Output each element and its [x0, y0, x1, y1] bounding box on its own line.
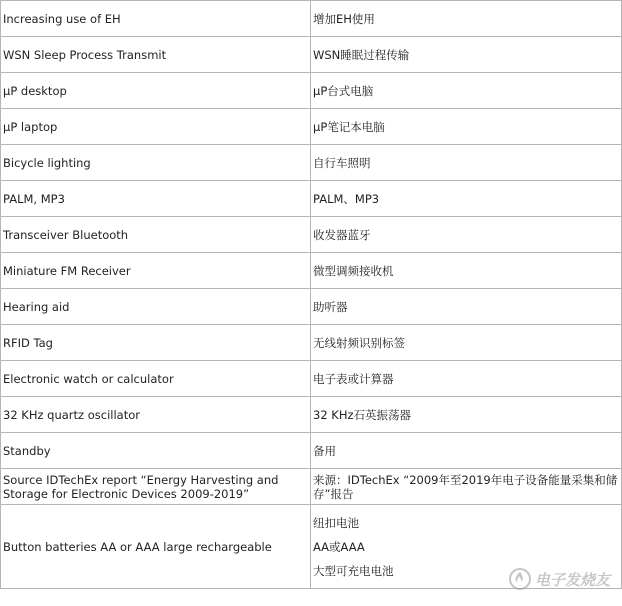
zh-cell: 无线射频识别标签 — [311, 325, 622, 361]
en-cell: µP laptop — [1, 109, 311, 145]
zh-cell: 增加EH使用 — [311, 1, 622, 37]
table-row — [1, 37, 622, 73]
table-row — [1, 181, 622, 217]
table-row — [1, 397, 622, 433]
zh-cell: 32 KHz石英振荡器 — [311, 397, 622, 433]
zh-cell: 助听器 — [311, 289, 622, 325]
zh-cell: PALM、MP3 — [311, 181, 622, 217]
source-zh-cell: 来源：IDTechEx “2009年至2019年电子设备能量采集和储存”报告 — [311, 469, 622, 505]
table-row — [1, 433, 622, 469]
zh-cell: µP笔记本电脑 — [311, 109, 622, 145]
en-cell: Transceiver Bluetooth — [1, 217, 311, 253]
battery-en-cell: Button batteries AA or AAA large rechargeable — [1, 505, 311, 589]
table-row — [1, 325, 622, 361]
zh-cell: 备用 — [311, 433, 622, 469]
en-cell: Miniature FM Receiver — [1, 253, 311, 289]
zh-cell: WSN睡眠过程传输 — [311, 37, 622, 73]
watermark-text: 电子发烧友 — [534, 570, 610, 589]
en-cell: Hearing aid — [1, 289, 311, 325]
source-en-cell: Source IDTechEx report “Energy Harvesting and Storage for Electronic Devices 2009-2019” — [1, 469, 311, 505]
battery-zh-line: 纽扣电池 — [313, 515, 359, 530]
battery-zh-line: AA或AAA — [313, 539, 365, 554]
table-row — [1, 73, 622, 109]
en-cell: Electronic watch or calculator — [1, 361, 311, 397]
zh-cell: 收发器蓝牙 — [311, 217, 622, 253]
en-cell: RFID Tag — [1, 325, 311, 361]
zh-cell: 微型调频接收机 — [311, 253, 622, 289]
source-row — [1, 469, 622, 505]
table-row — [1, 109, 622, 145]
table-row — [1, 145, 622, 181]
table-row — [1, 1, 622, 37]
battery-zh-line: 大型可充电电池 — [313, 563, 394, 578]
en-cell: 32 KHz quartz oscillator — [1, 397, 311, 433]
battery-zh-cell — [311, 505, 622, 589]
en-cell: WSN Sleep Process Transmit — [1, 37, 311, 73]
en-cell: Standby — [1, 433, 311, 469]
zh-cell: 自行车照明 — [311, 145, 622, 181]
en-cell: Bicycle lighting — [1, 145, 311, 181]
table-row — [1, 217, 622, 253]
table-row — [1, 361, 622, 397]
en-cell: Increasing use of EH — [1, 1, 311, 37]
zh-cell: µP台式电脑 — [311, 73, 622, 109]
table-row — [1, 253, 622, 289]
battery-row — [1, 505, 622, 589]
en-cell: µP desktop — [1, 73, 311, 109]
en-cell: PALM, MP3 — [1, 181, 311, 217]
zh-cell: 电子表或计算器 — [311, 361, 622, 397]
table-row — [1, 289, 622, 325]
